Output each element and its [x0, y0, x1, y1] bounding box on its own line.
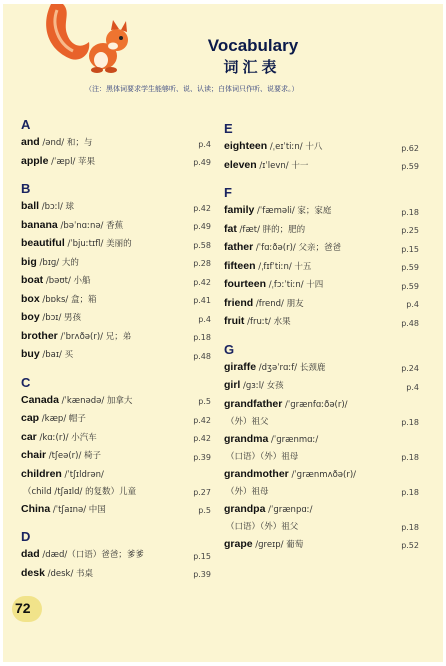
vocab-pronunciation-meaning: /ənd/ 和；与	[39, 138, 93, 148]
vocab-pronunciation-meaning: /kɑː(r)/ 小汽车	[36, 432, 97, 443]
vocab-page-ref: p.4	[406, 300, 419, 309]
vocab-pronunciation-meaning: /ˈɡrænmʌðə(r)/	[288, 469, 357, 480]
vocab-page-ref: p.28	[193, 259, 211, 268]
vocab-page-ref: p.52	[401, 541, 419, 550]
right-column	[224, 121, 419, 564]
vocabulary-page	[3, 4, 443, 662]
section-letter: D	[21, 529, 31, 544]
vocab-page-ref: p.39	[193, 570, 211, 579]
page-number: 72	[15, 600, 31, 616]
section-e	[224, 121, 419, 175]
section-a	[21, 117, 211, 171]
section-letter: C	[21, 374, 31, 390]
vocab-word: boy	[21, 311, 40, 323]
vocab-page-ref: p.4	[198, 314, 211, 324]
vocab-page-ref: p.4	[198, 139, 211, 149]
vocab-pronunciation-meaning: /ˈɡrænmɑː/	[268, 434, 319, 445]
vocab-pronunciation-meaning: /ˈtʃaɪnə/ 中国	[50, 504, 106, 515]
vocab-entry	[21, 291, 211, 310]
section-c	[21, 375, 211, 520]
vocab-pronunciation-meaning: /kæp/ 帽子	[39, 414, 86, 424]
vocab-meaning-continued: （口语）（外）祖父	[226, 521, 299, 532]
vocab-entry	[21, 565, 211, 584]
vocab-word: big	[21, 255, 37, 268]
vocab-entry	[21, 466, 211, 501]
vocab-word: boat	[21, 274, 44, 286]
vocab-pronunciation-meaning: /ˈtʃɪldrən/	[61, 469, 104, 480]
vocab-pronunciation-meaning: /bəʊt/ 小船	[43, 276, 91, 286]
vocab-pronunciation-meaning: /tʃeə(r)/ 椅子	[46, 451, 102, 461]
vocab-entry	[224, 202, 419, 221]
section-f	[224, 185, 419, 332]
vocab-pronunciation-meaning: /ˌfɪfˈtiːn/ 十五	[255, 261, 312, 272]
vocab-word: eleven	[224, 158, 257, 171]
vocab-page-ref: p.5	[198, 506, 211, 515]
vocab-entry	[21, 501, 211, 520]
vocab-page-ref: p.59	[401, 263, 419, 272]
vocab-entry	[21, 429, 211, 448]
vocab-entry	[224, 396, 419, 431]
vocab-page-ref: p.18	[401, 487, 419, 497]
vocab-word: fifteen	[224, 259, 256, 272]
vocab-entry	[224, 295, 419, 314]
vocab-pronunciation-meaning: /fæt/ 胖的；肥的	[236, 224, 306, 235]
vocab-page-ref: p.42	[193, 203, 211, 213]
vocab-word: friend	[224, 296, 254, 309]
vocab-word: eighteen	[224, 140, 268, 152]
vocab-entry	[21, 198, 211, 217]
vocab-entry	[21, 410, 211, 429]
vocab-page-ref: p.42	[193, 277, 211, 287]
vocab-word: car	[21, 430, 37, 443]
vocab-meaning-continued: （外）祖母	[226, 486, 269, 497]
vocab-pronunciation-meaning: /bɔːl/ 球	[39, 202, 75, 212]
section-letter: B	[21, 181, 31, 196]
vocab-pronunciation-meaning: /ˈbrʌðə(r)/ 兄；弟	[57, 331, 132, 342]
vocab-word: ball	[21, 200, 40, 212]
vocab-pronunciation-meaning: /ɪˈlevn/ 十一	[256, 160, 309, 171]
vocab-page-ref: p.58	[193, 240, 211, 250]
vocab-entry	[21, 153, 211, 172]
vocab-page-ref: p.5	[198, 397, 211, 406]
vocab-word: apple	[21, 154, 49, 167]
vocab-page-ref: p.18	[401, 522, 419, 532]
vocab-entry	[224, 239, 419, 258]
vocab-pronunciation-meaning: /ˈbjuːtɪfl/ 美丽的	[64, 239, 132, 249]
vocab-word: grape	[224, 537, 253, 550]
vocab-pronunciation-meaning: /bəˈnɑːnə/ 香蕉	[57, 220, 124, 231]
vocab-page-ref: p.18	[401, 417, 419, 427]
vocab-pronunciation-meaning: /ˈkænədə/ 加拿大	[58, 395, 133, 406]
vocab-page-ref: p.59	[401, 281, 419, 291]
vocab-meaning-continued: （外）祖父	[226, 416, 269, 427]
vocab-pronunciation-meaning: /bɪɡ/ 大的	[36, 257, 79, 268]
vocab-pronunciation-meaning: /dʒəˈrɑːf/ 长颈鹿	[256, 362, 326, 373]
vocab-word: girl	[224, 379, 241, 391]
vocab-page-ref: p.42	[193, 415, 211, 425]
section-letter: F	[224, 185, 232, 200]
vocab-page-ref: p.15	[193, 551, 211, 561]
vocab-entry	[224, 377, 419, 396]
vocab-word: beautiful	[21, 237, 65, 249]
vocab-entry	[224, 501, 419, 536]
vocab-entry	[21, 272, 211, 291]
vocab-pronunciation-meaning: /ˈfæməli/ 家；家庭	[254, 206, 332, 216]
page-title-chinese: 词汇表	[223, 58, 281, 76]
vocab-entry	[21, 217, 211, 236]
section-letter: E	[224, 121, 233, 136]
vocab-pronunciation-meaning: /ˈɡrænpɑː/	[265, 504, 313, 515]
vocab-word: grandfather	[224, 397, 283, 410]
vocab-pronunciation-meaning: /ɡɜːl/ 女孩	[240, 381, 284, 391]
vocab-word: fat	[224, 222, 237, 235]
vocab-page-ref: p.18	[401, 452, 419, 462]
vocab-entry	[224, 536, 419, 555]
vocab-word: fruit	[224, 315, 245, 327]
vocab-pronunciation-meaning: /fruːt/ 水果	[244, 317, 291, 327]
vocab-page-ref: p.25	[401, 226, 419, 235]
vocab-pronunciation-meaning: /bɒks/ 盒；箱	[39, 294, 97, 305]
vocab-word: fourteen	[224, 278, 266, 290]
vocab-word: grandpa	[224, 502, 266, 515]
vocab-page-ref: p.59	[401, 162, 419, 171]
vocab-word: buy	[21, 348, 40, 360]
vocab-word: China	[21, 502, 51, 515]
vocab-entry	[224, 313, 419, 332]
vocab-entry	[21, 546, 211, 565]
vocab-entry	[224, 258, 419, 277]
vocab-entry	[21, 447, 211, 466]
vocab-entry	[224, 138, 419, 157]
page-title: Vocabulary	[207, 36, 299, 55]
vocab-page-ref: p.62	[401, 143, 419, 153]
vocab-entry	[224, 431, 419, 466]
vocab-pronunciation-meaning: /bɔɪ/ 男孩	[39, 313, 82, 323]
vocab-word: children	[21, 467, 62, 480]
vocab-page-ref: p.49	[193, 158, 211, 167]
vocab-meaning-continued: （child /tʃaɪld/ 的复数）儿童	[23, 486, 137, 497]
vocab-word: box	[21, 292, 40, 305]
vocab-entry	[21, 346, 211, 365]
section-b	[21, 181, 211, 365]
vocab-pronunciation-meaning: /dæd/（口语）爸爸；爹爹	[39, 550, 144, 560]
vocab-word: grandma	[224, 432, 269, 445]
section-g	[224, 342, 419, 555]
vocab-pronunciation-meaning: /ˌfɔːˈtiːn/ 十四	[266, 280, 324, 290]
vocab-word: banana	[21, 218, 58, 231]
vocab-page-ref: p.41	[193, 296, 211, 305]
vocab-page-ref: p.18	[193, 333, 211, 342]
vocab-entry	[224, 359, 419, 378]
vocab-page-ref: p.48	[401, 318, 419, 328]
section-letter: A	[21, 117, 31, 132]
vocab-page-ref: p.48	[193, 351, 211, 361]
vocab-entry	[224, 466, 419, 501]
vocab-word: family	[224, 204, 255, 216]
vocab-page-ref: p.42	[193, 434, 211, 443]
vocab-pronunciation-meaning: /ˌeɪˈtiːn/ 十八	[267, 142, 323, 152]
vocab-meaning-continued: （口语）（外）祖母	[226, 451, 299, 462]
vocab-page-ref: p.39	[193, 452, 211, 462]
vocab-pronunciation-meaning: /baɪ/ 买	[39, 350, 74, 360]
vocab-pronunciation-meaning: /frend/ 朋友	[253, 298, 304, 309]
left-column	[21, 117, 211, 593]
vocab-page-ref: p.49	[193, 222, 211, 231]
vocab-word: cap	[21, 412, 40, 424]
vocab-entry	[21, 235, 211, 254]
vocab-entry	[21, 392, 211, 411]
vocab-pronunciation-meaning: /ˈfɑːðə(r)/ 父亲；爸爸	[253, 243, 341, 253]
vocab-entry	[224, 221, 419, 240]
vocab-entry	[21, 254, 211, 273]
vocab-page-ref: p.15	[401, 244, 419, 254]
vocab-entry	[21, 328, 211, 347]
vocab-entry	[224, 276, 419, 295]
vocab-pronunciation-meaning: /ɡreɪp/ 葡萄	[252, 539, 304, 550]
section-letter: G	[224, 341, 235, 357]
vocab-word: brother	[21, 329, 58, 342]
vocab-word: giraffe	[224, 360, 257, 373]
vocab-pronunciation-meaning: /desk/ 书桌	[44, 568, 94, 579]
vocab-page-ref: p.24	[401, 364, 419, 373]
vocab-page-ref: p.4	[406, 382, 419, 392]
vocab-word: dad	[21, 548, 40, 560]
vocab-entry	[21, 309, 211, 328]
vocab-entry	[224, 157, 419, 176]
vocab-word: grandmother	[224, 467, 289, 480]
vocab-word: desk	[21, 566, 45, 579]
vocab-word: chair	[21, 449, 47, 461]
vocab-page-ref: p.27	[193, 487, 211, 497]
vocab-word: father	[224, 241, 254, 253]
vocab-page-ref: p.18	[401, 207, 419, 217]
vocab-pronunciation-meaning: /ˈɡrænfɑːðə(r)/	[282, 399, 348, 410]
vocab-word: Canada	[21, 393, 59, 406]
section-d	[21, 529, 211, 583]
vocab-entry	[21, 134, 211, 153]
vocab-pronunciation-meaning: /ˈæpl/ 苹果	[48, 156, 96, 167]
usage-note: （注：黑体词要求学生能够听、说、认读；白体词只作听、说要求。）	[85, 85, 299, 93]
vocab-word: and	[21, 136, 40, 148]
